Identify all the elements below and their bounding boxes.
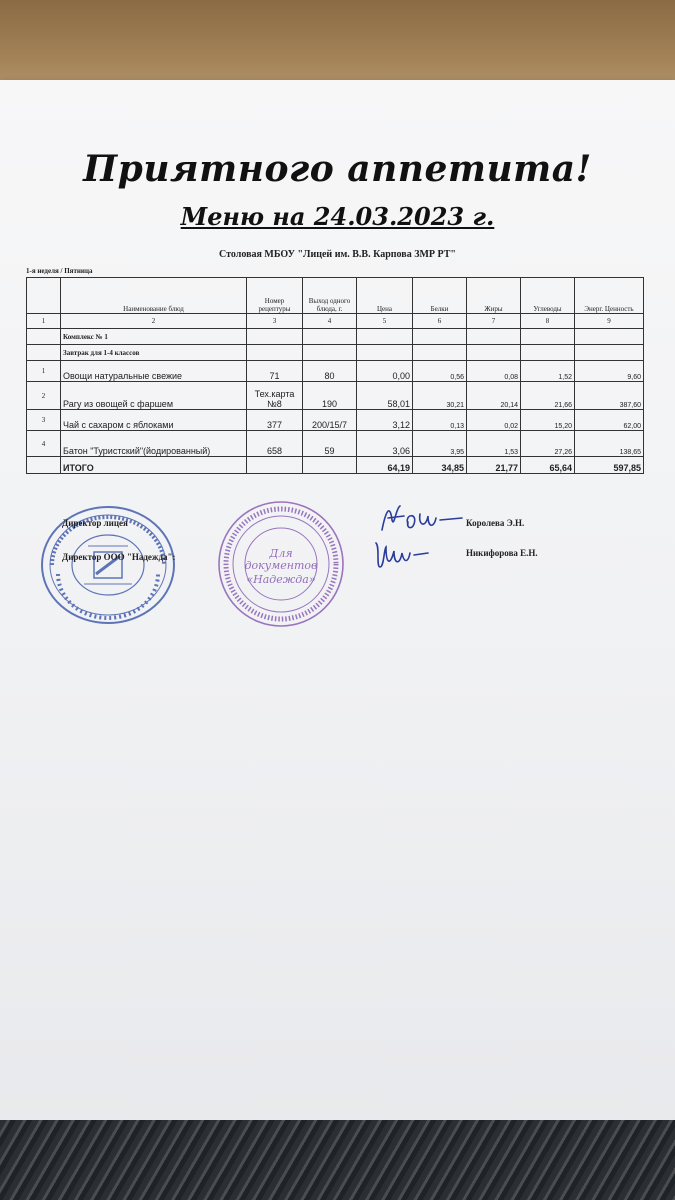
total-row — [27, 457, 644, 474]
protein: 3,95 — [413, 431, 467, 457]
column-number: 2 — [61, 314, 247, 329]
recipe-number: Тех.карта №8 — [247, 382, 303, 410]
total-label: ИТОГО — [61, 457, 247, 474]
recipe-number: 658 — [247, 431, 303, 457]
header-cell: Углеводы — [521, 278, 575, 314]
protein: 0,56 — [413, 361, 467, 382]
director-label: Директор лицея — [62, 518, 128, 528]
table-header-row — [27, 278, 644, 314]
stamp-text: Для — [269, 547, 293, 560]
portion-output: 190 — [303, 382, 357, 410]
row-number: 1 — [27, 361, 61, 382]
stamp-text: «Надежда» — [246, 573, 316, 586]
company-signature — [370, 537, 432, 573]
header-cell: Белки — [413, 278, 467, 314]
total-fat: 21,77 — [467, 457, 521, 474]
fat: 0,02 — [467, 410, 521, 431]
table-row — [27, 382, 644, 410]
dish-name: Чай с сахаром с яблоками — [61, 410, 247, 431]
carbs: 21,66 — [521, 382, 575, 410]
portion-output: 200/15/7 — [303, 410, 357, 431]
stamp-text: документов — [244, 559, 318, 572]
price: 3,06 — [357, 431, 413, 457]
document-title: Приятного аппетита! — [83, 148, 592, 190]
week-label: 1-я неделя / Пятница — [26, 267, 93, 275]
organization-name: Столовая МБОУ "Лицей им. В.В. Карпова ЗМР РТ" — [219, 249, 456, 260]
column-number: 5 — [357, 314, 413, 329]
header-cell: Выход одного блюда, г. — [303, 278, 357, 314]
dish-name: Овощи натуральные свежие — [61, 361, 247, 382]
recipe-number: 71 — [247, 361, 303, 382]
protein: 30,21 — [413, 382, 467, 410]
company-director-name: Никифорова Е.Н. — [466, 548, 538, 558]
column-number: 4 — [303, 314, 357, 329]
total-protein: 34,85 — [413, 457, 467, 474]
column-number: 1 — [27, 314, 61, 329]
column-number: 8 — [521, 314, 575, 329]
company-director-label: Директор ООО "Надежда": — [62, 552, 176, 562]
carbs: 27,26 — [521, 431, 575, 457]
carbs: 15,20 — [521, 410, 575, 431]
director-name: Королева Э.Н. — [466, 518, 525, 528]
carbs: 1,52 — [521, 361, 575, 382]
row-number: 3 — [27, 410, 61, 431]
energy: 387,60 — [575, 382, 644, 410]
table-row — [27, 361, 644, 382]
company-round-stamp — [214, 497, 348, 631]
total-price: 64,19 — [357, 457, 413, 474]
price: 3,12 — [357, 410, 413, 431]
header-cell: Энерг. Ценность — [575, 278, 644, 314]
recipe-number: 377 — [247, 410, 303, 431]
header-cell: Наименование блюд — [61, 278, 247, 314]
column-number-row — [27, 314, 644, 329]
column-number: 6 — [413, 314, 467, 329]
column-number: 9 — [575, 314, 644, 329]
table-row — [27, 410, 644, 431]
total-carbs: 65,64 — [521, 457, 575, 474]
energy: 62,00 — [575, 410, 644, 431]
fat: 1,53 — [467, 431, 521, 457]
column-number: 7 — [467, 314, 521, 329]
row-number: 4 — [27, 431, 61, 457]
total-energy: 597,85 — [575, 457, 644, 474]
price: 0,00 — [357, 361, 413, 382]
portion-output: 80 — [303, 361, 357, 382]
section-row — [27, 345, 644, 361]
header-cell — [27, 278, 61, 314]
dish-name: Батон "Туристский"(йодированный) — [61, 431, 247, 457]
background-floor — [0, 1120, 675, 1200]
energy: 9,60 — [575, 361, 644, 382]
table-row — [27, 431, 644, 457]
protein: 0,13 — [413, 410, 467, 431]
section-breakfast: Завтрак для 1-4 классов — [61, 345, 247, 361]
header-cell: Жиры — [467, 278, 521, 314]
menu-table — [26, 277, 644, 474]
row-number: 2 — [27, 382, 61, 410]
header-cell: Номер рецептуры — [247, 278, 303, 314]
section-complex: Комплекс № 1 — [61, 329, 247, 345]
fat: 0,08 — [467, 361, 521, 382]
fat: 20,14 — [467, 382, 521, 410]
dish-name: Рагу из овощей с фаршем — [61, 382, 247, 410]
header-cell: Цена — [357, 278, 413, 314]
column-number: 3 — [247, 314, 303, 329]
energy: 138,65 — [575, 431, 644, 457]
director-signature — [378, 500, 470, 536]
portion-output: 59 — [303, 431, 357, 457]
price: 58,01 — [357, 382, 413, 410]
menu-date: Меню на 24.03.2023 г. — [180, 202, 495, 231]
section-row — [27, 329, 644, 345]
